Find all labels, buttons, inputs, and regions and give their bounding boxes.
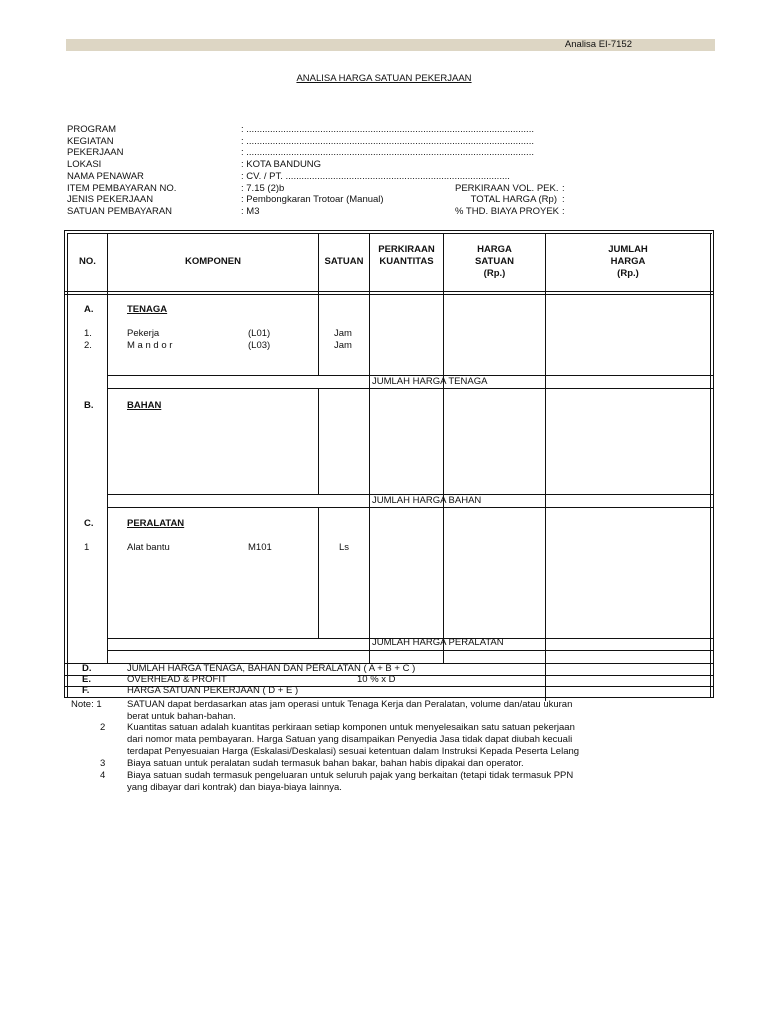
row-d-text: JUMLAH HARGA TENAGA, BAHAN DAN PERALATAN ( A + B + C ) xyxy=(127,663,416,674)
note-1-line: SATUAN dapat berdasarkan atas jam operasi untuk Tenaga Kerja dan Peralatan, volume dan/atau ukuran xyxy=(127,699,573,710)
item-unit: Jam xyxy=(334,340,352,351)
jenis-value: : Pembongkaran Trotoar (Manual) xyxy=(241,194,384,206)
item-label: ITEM PEMBAYARAN NO. xyxy=(67,182,177,194)
vol-value: : xyxy=(562,182,565,194)
pekerjaan-label: PEKERJAAN xyxy=(67,147,124,159)
note-3-line: Biaya satuan untuk peralatan sudah termasuk bahan bakar, bahan habis dipakai dan operator. xyxy=(127,758,524,769)
biaya-proyek-value: : xyxy=(562,205,565,217)
item-name: M a n d o r xyxy=(127,340,173,351)
row-e-code: E. xyxy=(82,674,91,685)
note-4-num: 4 xyxy=(100,770,106,781)
note-1-line: berat untuk bahan-bahan. xyxy=(127,711,236,722)
pekerjaan-value: : ............................................................................................................. xyxy=(241,147,534,159)
program-value: : ............................................................................................................. xyxy=(241,124,534,135)
section-c-code: C. xyxy=(84,518,94,529)
note-2-line: Kuantitas satuan adalah kuantitas perkiraan setiap komponen untuk menyelesaikan satu satuan pekerjaan xyxy=(127,722,575,733)
item-name: Alat bantu xyxy=(127,542,170,553)
section-a-code: A. xyxy=(84,304,94,315)
note-4-line: Biaya satuan sudah termasuk pengeluaran untuk seluruh pajak yang berkaitan (tetapi tidak termasuk PPN xyxy=(127,770,574,781)
row-f-text: HARGA SATUAN PEKERJAAN ( D + E ) xyxy=(127,685,299,696)
jenis-label: JENIS PEKERJAAN xyxy=(67,194,154,206)
section-b-title: BAHAN xyxy=(127,400,162,411)
row-e-text: OVERHEAD & PROFIT xyxy=(127,674,227,685)
item-value: : 7.15 (2)b xyxy=(241,182,285,194)
header-jumlah: JUMLAH HARGA (Rp.) xyxy=(608,244,648,279)
row-f-code: F. xyxy=(82,685,90,696)
vol-label: PERKIRAAN VOL. PEK. xyxy=(455,182,559,194)
item-unit: Jam xyxy=(334,328,352,339)
notes-label: Note: 1 xyxy=(71,699,102,710)
total-harga-value: : xyxy=(562,194,565,206)
note-2-line: terdapat Penyesuaian Harga (Eskalasi/Deskalasi) sesuai ketentuan dalam Instruksi Kepada Peserta Lelang xyxy=(127,746,580,757)
header-bar xyxy=(66,39,715,51)
penawar-value: : CV. / PT. ..................................................................................... xyxy=(241,170,510,182)
total-bahan-label: JUMLAH HARGA BAHAN xyxy=(372,495,482,506)
penawar-label: NAMA PENAWAR xyxy=(67,170,144,182)
total-tenaga-label: JUMLAH HARGA TENAGA xyxy=(372,376,488,387)
note-2-num: 2 xyxy=(100,722,106,733)
note-4-line: yang dibayar dari kontrak) dan biaya-biaya lainnya. xyxy=(127,782,342,793)
satuan-value: : M3 xyxy=(241,205,260,217)
header-harga: HARGA SATUAN (Rp.) xyxy=(475,244,514,279)
total-harga-label: TOTAL HARGA (Rp) xyxy=(470,194,557,206)
satuan-label: SATUAN PEMBAYARAN xyxy=(67,205,173,217)
doc-code: Analisa EI-7152 xyxy=(564,39,632,50)
item-code: (L01) xyxy=(248,328,271,339)
item-no: 1. xyxy=(84,328,92,339)
item-name: Pekerja xyxy=(127,328,160,339)
item-no: 2. xyxy=(84,340,92,351)
note-2-line: dari nomor mata pembayaran. Harga Satuan yang disampaikan Penyedia Jasa tidak dapat diubah kecuali xyxy=(127,734,573,745)
item-code: (L03) xyxy=(248,340,271,351)
row-e-pct: 10 % x D xyxy=(357,674,396,685)
item-no: 1 xyxy=(84,542,90,553)
kegiatan-label: KEGIATAN xyxy=(67,135,114,147)
program-label: PROGRAM xyxy=(67,124,117,135)
header-komponen: KOMPONEN xyxy=(185,256,241,267)
lokasi-value: : KOTA BANDUNG xyxy=(241,159,322,171)
header-no: NO. xyxy=(79,256,96,267)
section-a-title: TENAGA xyxy=(127,304,168,315)
section-b-code: B. xyxy=(84,400,94,411)
header-perkiraan: PERKIRAAN KUANTITAS xyxy=(378,244,435,267)
total-peralatan-label: JUMLAH HARGA PERALATAN xyxy=(372,637,504,648)
lokasi-label: LOKASI xyxy=(67,159,102,171)
row-d-code: D. xyxy=(82,663,92,674)
item-code: M101 xyxy=(248,542,272,553)
item-unit: Ls xyxy=(339,542,350,553)
header-satuan: SATUAN xyxy=(324,256,364,267)
kegiatan-value: : ............................................................................................................. xyxy=(241,135,534,147)
biaya-proyek-label: % THD. BIAYA PROYEK xyxy=(455,205,560,217)
section-c-title: PERALATAN xyxy=(127,518,185,529)
analysis-table xyxy=(64,230,714,698)
page-title: ANALISA HARGA SATUAN PEKERJAAN xyxy=(296,73,472,84)
note-3-num: 3 xyxy=(100,758,106,769)
